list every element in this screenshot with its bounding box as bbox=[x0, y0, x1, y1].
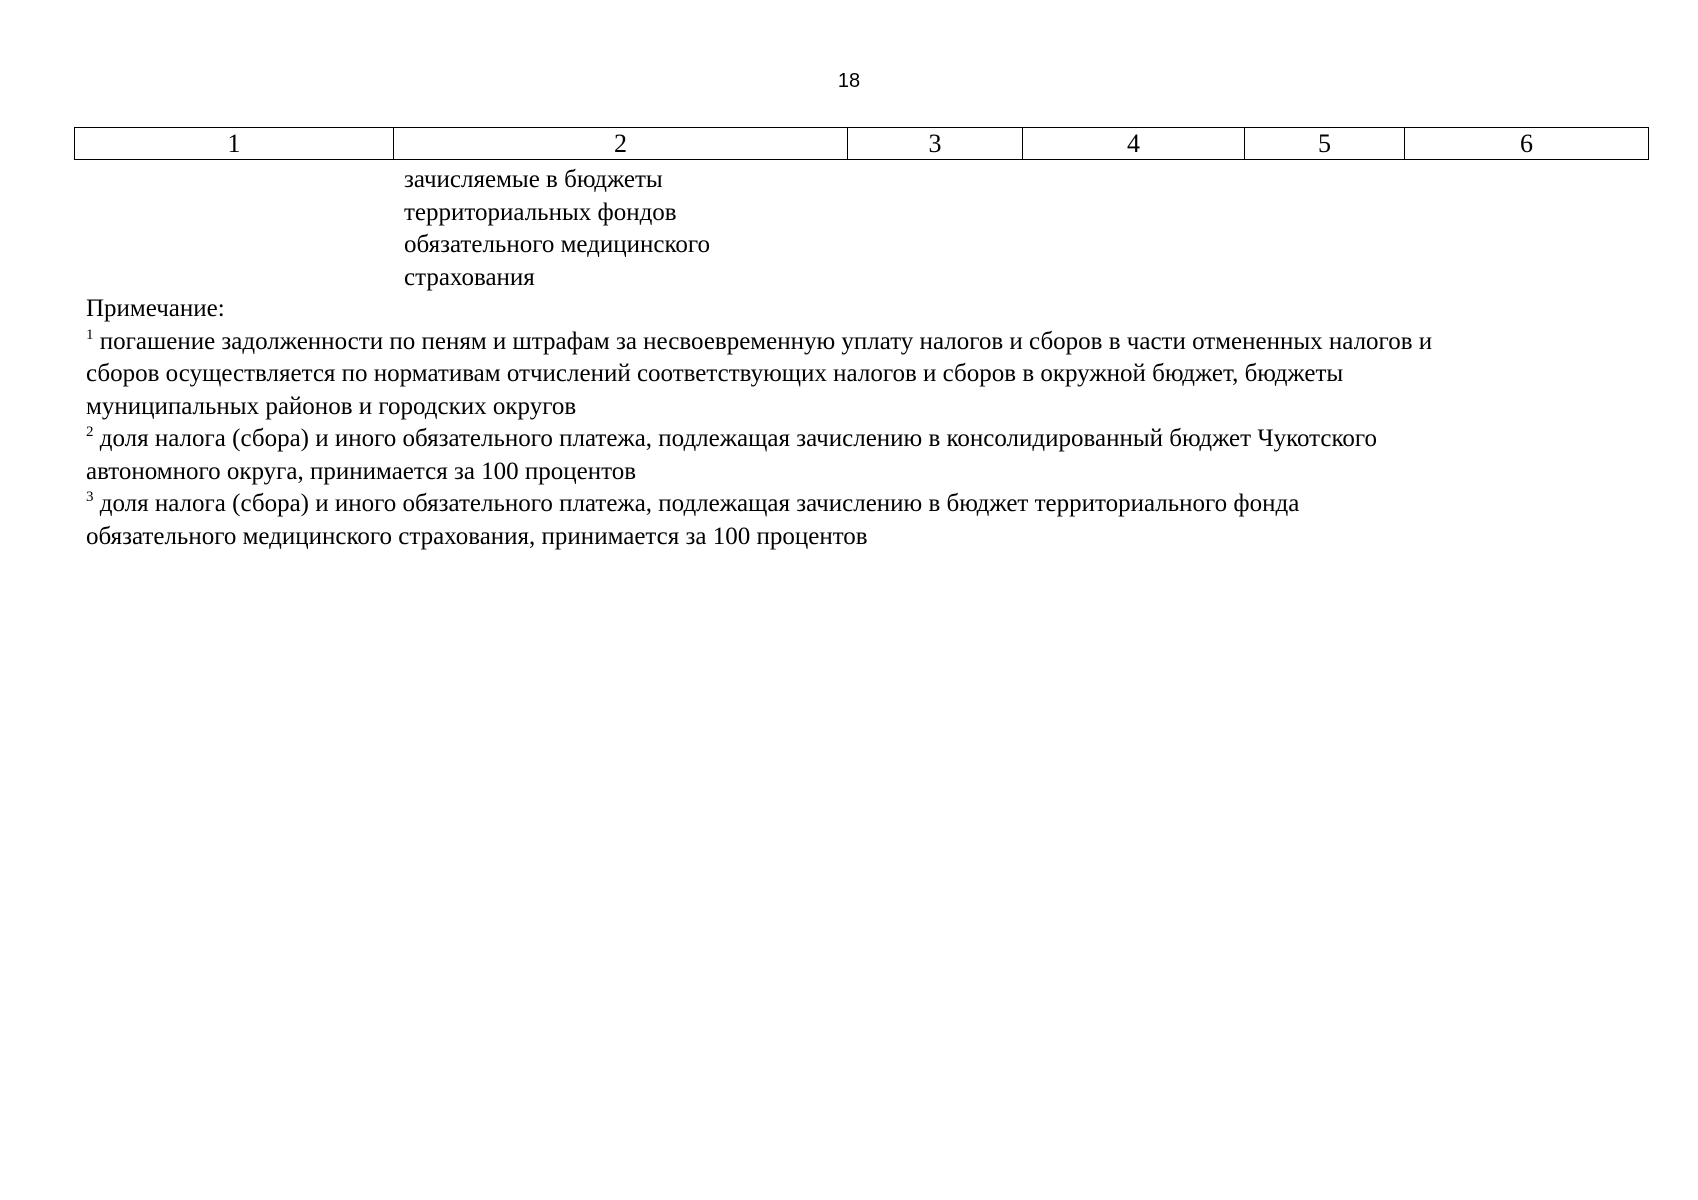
continuation-line: страхования bbox=[404, 263, 535, 291]
continuation-line: обязательного медицинского bbox=[404, 231, 711, 258]
column-number-cell-3: 3 bbox=[848, 128, 1023, 160]
footnote-line bbox=[86, 326, 1646, 359]
notes-section bbox=[86, 293, 1646, 553]
column-number-cell-6: 6 bbox=[1405, 128, 1649, 160]
notes-heading: Примечание: bbox=[86, 295, 225, 322]
footnote-text: доля налога (сбора) и иного обязательного платежа, подлежащая зачислению в консолидированный бюджет Чукотского bbox=[99, 425, 1377, 452]
table-header-row bbox=[75, 128, 1649, 160]
footnote-text: доля налога (сбора) и иного обязательного платежа, подлежащая зачислению в бюджет территориального фонда bbox=[99, 490, 1300, 517]
footnote-line: муниципальных районов и городских округов bbox=[86, 392, 577, 420]
footnote-line: сборов осуществляется по нормативам отчислений соответствующих налогов и сборов в окружной бюджет, бюджеты bbox=[86, 360, 1344, 387]
table-continuation-text bbox=[404, 164, 844, 294]
footnote-mark: 2 bbox=[86, 424, 94, 440]
page-number: 18 bbox=[837, 70, 861, 92]
column-number-cell-2: 2 bbox=[394, 128, 848, 160]
footnote-line bbox=[86, 488, 1646, 521]
column-number-cell-4: 4 bbox=[1023, 128, 1245, 160]
footnote-line bbox=[86, 423, 1646, 456]
footnote-3 bbox=[86, 488, 1646, 553]
footnote-line: обязательного медицинского страхования, принимается за 100 процентов bbox=[86, 522, 868, 550]
footnote-line: автономного округа, принимается за 100 процентов bbox=[86, 457, 637, 485]
column-number-header-table bbox=[74, 127, 1649, 160]
footnote-mark: 1 bbox=[86, 326, 94, 343]
continuation-line: зачисляемые в бюджеты bbox=[404, 166, 663, 193]
column-number-cell-1: 1 bbox=[75, 128, 394, 160]
continuation-line: территориальных фондов bbox=[404, 198, 677, 226]
column-number-cell-5: 5 bbox=[1245, 128, 1405, 160]
footnote-1 bbox=[86, 326, 1646, 424]
footnote-mark: 3 bbox=[86, 489, 94, 505]
footnote-2 bbox=[86, 423, 1646, 488]
footnote-text: погашение задолженности по пеням и штрафам за несвоевременную уплату налогов и сборов в части отмененных налогов и bbox=[99, 327, 1433, 355]
